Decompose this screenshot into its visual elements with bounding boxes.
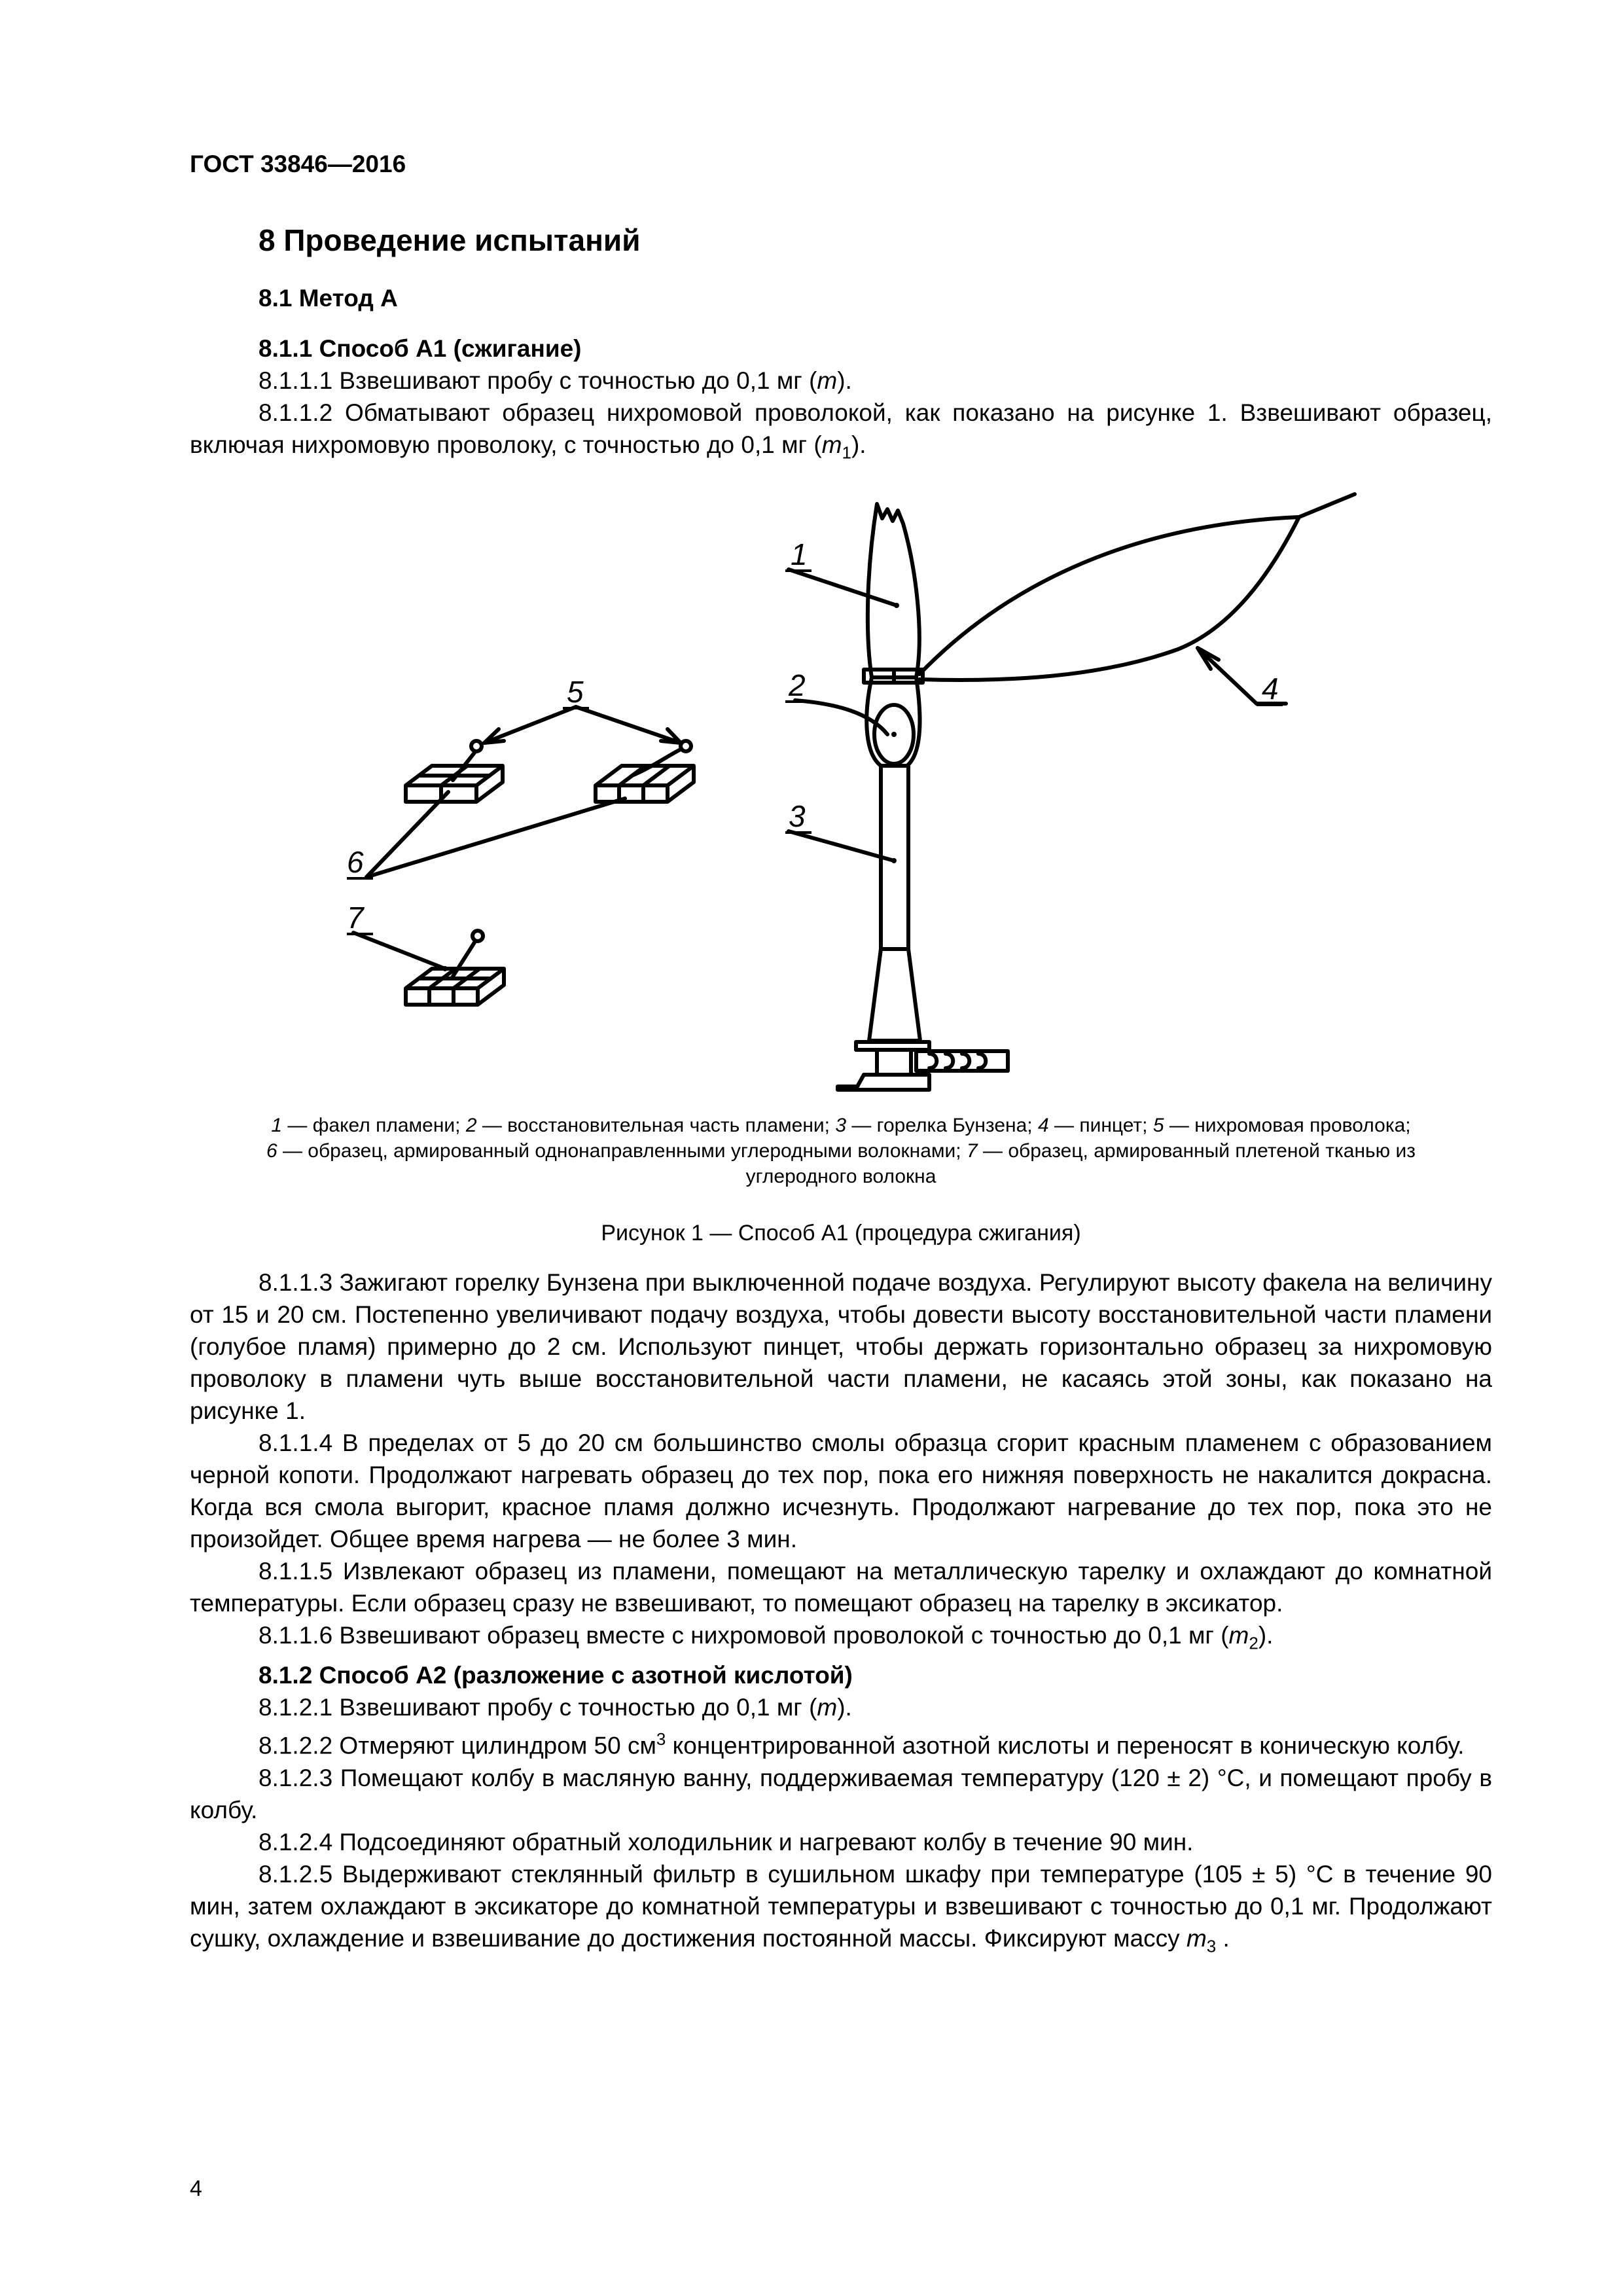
method-a-title: 8.1 Метод А (259, 285, 398, 312)
figure-label-7: 7 (347, 901, 364, 935)
section-title: 8 Проведение испытаний (259, 223, 641, 257)
standard-header: ГОСТ 33846—2016 (190, 151, 406, 177)
a1-para-3: 8.1.1.3 Зажигают горелку Бунзена при выключенной подаче воздуха. Регулируют высоту факела на величину от 15 и 20 см. Постепенно увеличивают подачу воздуха, чтобы довести высоту восстановительной части пламени (голубое пламя) примерно до 2 см. Используют пинцет, чтобы держать горизонтально образец за нихромовую проволоку в пламени чуть выше восстановительной части пламени, не касаясь этой зоны, как показано на рисунке 1. (190, 1269, 1492, 1424)
a1-para-6: 8.1.1.6 Взвешивают образец вместе с нихромовой проволокой с точностью до 0,1 мг $(m_2)$. (259, 1622, 1274, 1653)
figure-label-1: 1 (791, 537, 808, 571)
figure-label-5: 5 (567, 675, 584, 709)
tweezers (919, 494, 1355, 680)
flame-outline (868, 504, 919, 677)
sample-6a (406, 766, 503, 802)
a2-title: 8.1.2 Способ А2 (разложение с азотной кислотой) (259, 1662, 853, 1689)
figure-label-2: 2 (789, 668, 806, 702)
legend-line-1: 1 — факел пламени; 2 — восстановительная часть пламени; 3 — горелка Бунзена; 4 — пинцет; 5 — нихромовая проволока; (271, 1115, 1411, 1136)
a2-para-1: 8.1.2.1 Взвешивают пробу с точностью до 0,1 мг (m). (259, 1694, 852, 1721)
legend-line-2: 6 — образец, армированный однонаправленными углеродными волокнами; 7 — образец, армированный плетеной тканью из (266, 1140, 1416, 1162)
a1-para-5: 8.1.1.5 Извлекают образец из пламени, помещают на металлическую тарелку и охлаждают до комнатной температуры. Если образец сразу не взвешивают, то помещают образец на тарелку в эксикатор. (190, 1558, 1492, 1617)
a1-para-1: 8.1.1.1 Взвешивают пробу с точностью до 0,1 мг (m). (259, 367, 852, 394)
figure-caption: Рисунок 1 — Способ А1 (процедура сжигания) (601, 1221, 1081, 1246)
a1-title: 8.1.1 Способ А1 (сжигание) (259, 335, 582, 362)
figure-1-drawing (327, 478, 1374, 1106)
a1-text-block (190, 332, 1492, 469)
a1-para-2: 8.1.1.2 Обматывают образец нихромовой проволокой, как показано на рисунке 1. Взвешивают образец, включая нихромовую проволоку, с точностью до 0,1 мг $(m_1)$. (190, 399, 1492, 463)
a2-para-2: 8.1.2.2 Отмеряют цилиндром 50 $см^3$ концентрированной азотной кислоты и переносят в коническую колбу. (259, 1729, 1465, 1759)
a2-para-3: 8.1.2.3 Помещают колбу в масляную ванну, поддерживаемая температуру (120 ± 2) °С, и помещают пробу в колбу. (190, 1764, 1492, 1823)
figure-label-6: 6 (347, 845, 364, 879)
legend-line-3: углеродного волокна (745, 1166, 936, 1187)
main-text-block (190, 1266, 1492, 1962)
a1-para-4: 8.1.1.4 В пределах от 5 до 20 см большинство смолы образца сгорит красным пламенем с образованием черной копоти. Продолжают нагревать образец до тех пор, пока его нижняя поверхность не накалится докрасна. Когда вся смола выгорит, красное пламя должно исчезнуть. Продолжают нагревание до тех пор, пока это не произойдет. Общее время нагрева — не более 3 мин. (190, 1429, 1492, 1552)
a2-para-4: 8.1.2.4 Подсоединяют обратный холодильник и нагревают колбу в течение 90 мин. (259, 1828, 1194, 1856)
figure-legend (190, 1113, 1492, 1189)
figure-label-3: 3 (789, 799, 806, 833)
burner-base (869, 949, 920, 1041)
a2-para-5: 8.1.2.5 Выдерживают стеклянный фильтр в сушильном шкафу при температуре (105 ± 5) °С в течение 90 мин, затем охлаждают в эксикаторе до комнатной температуры и взвешивают с точностью до 0,1 мг. Продолжают сушку, охлаждение и взвешивание до достижения постоянной массы. Фиксируют массу $m_3$ . (190, 1860, 1492, 1956)
page-number: 4 (190, 2176, 202, 2201)
figure-label-4: 4 (1262, 672, 1279, 706)
